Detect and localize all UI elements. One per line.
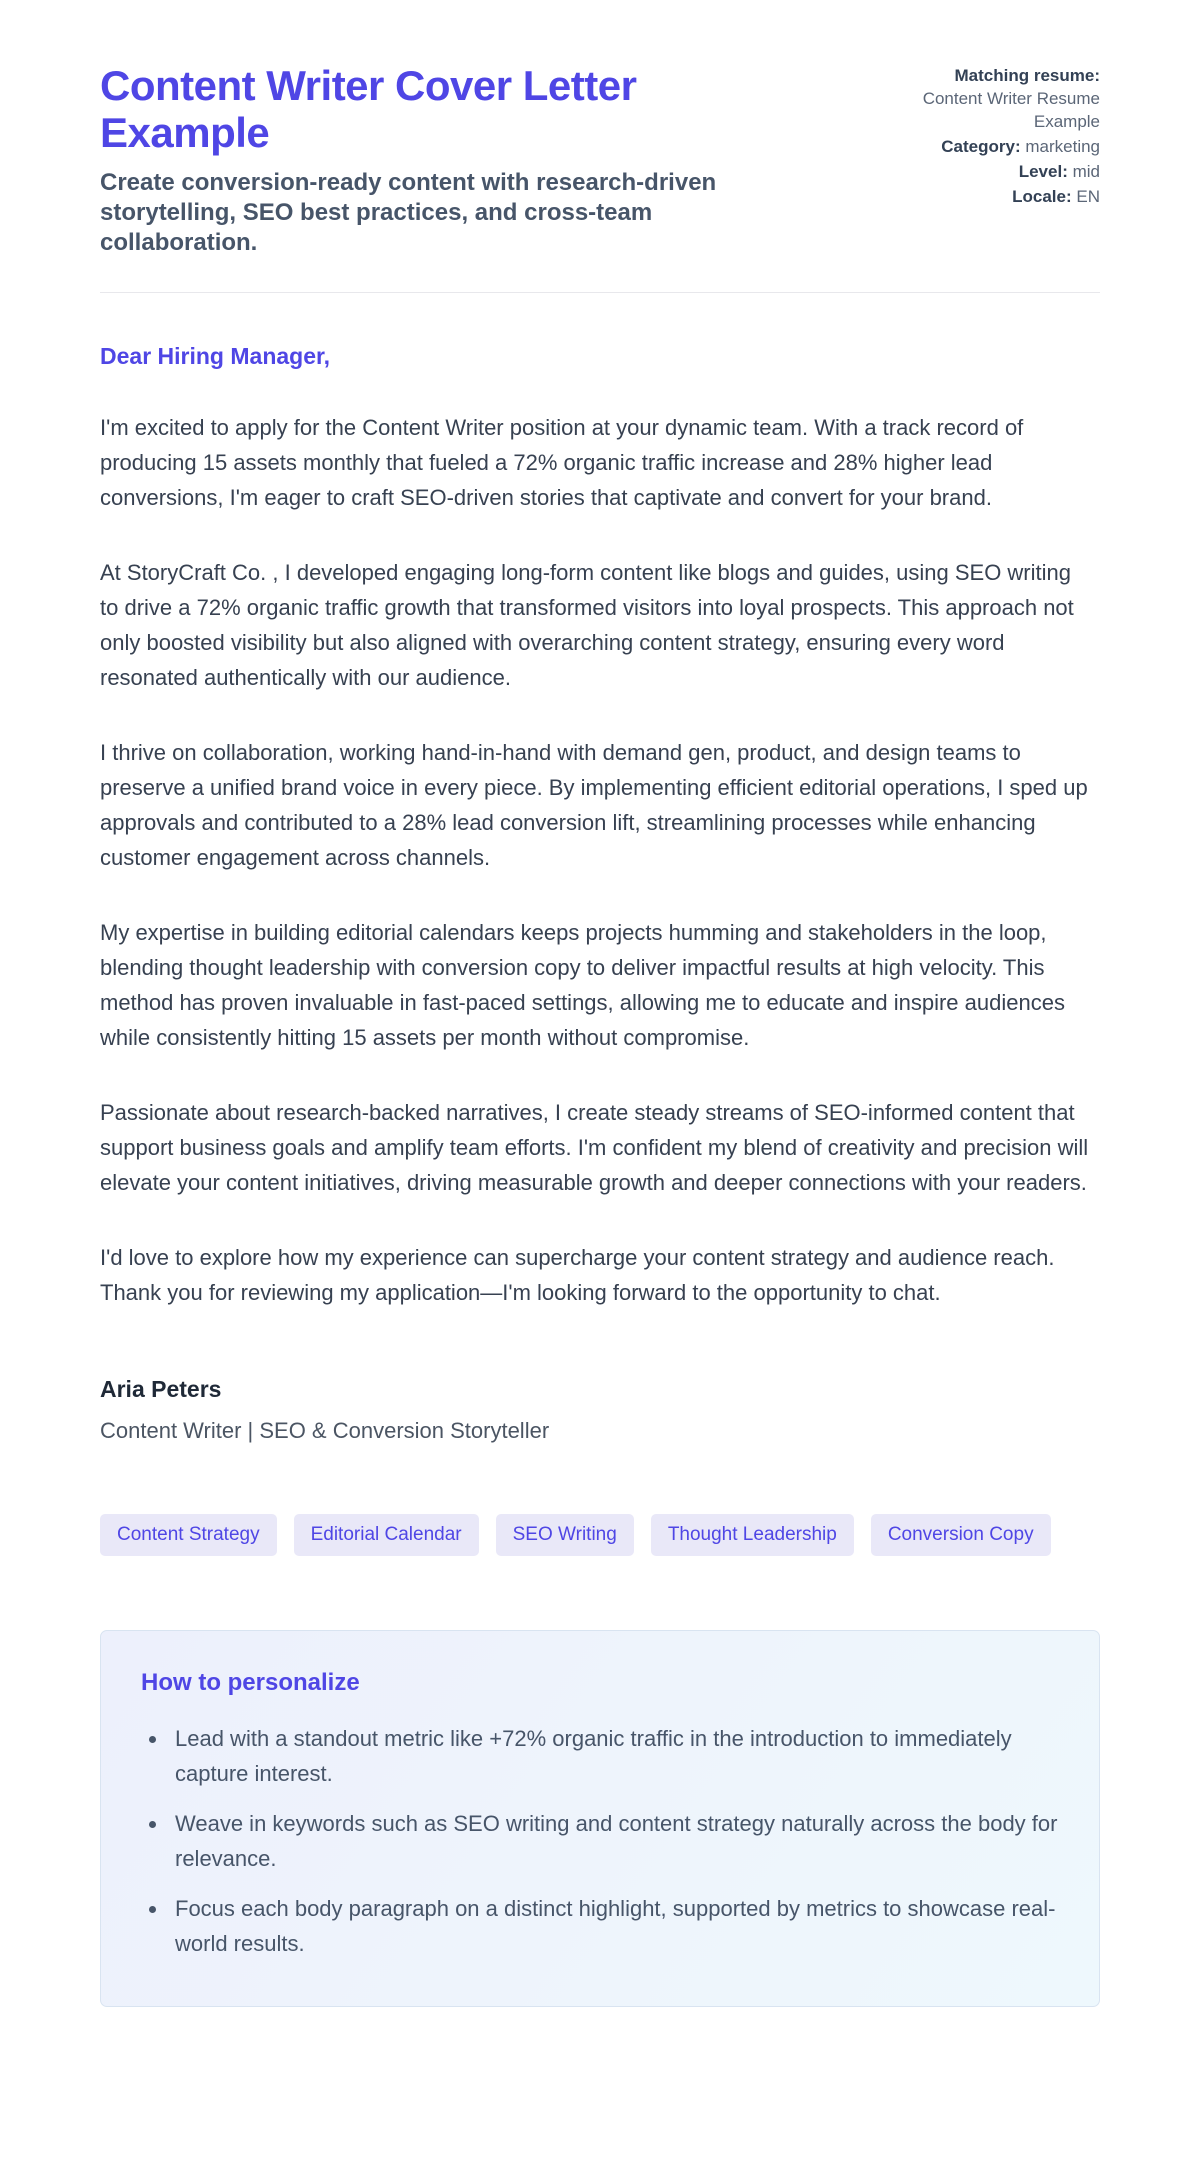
personalize-tip: • Focus each body paragraph on a distinct highlight, supported by metrics to showcase real-world results.: [169, 1891, 1059, 1961]
letter-signature: [100, 1376, 1100, 1444]
letter-paragraph: I'm excited to apply for the Content Writer position at your dynamic team. With a track record of producing 15 assets monthly that fueled a 72% organic traffic increase and 28% higher lead conversions, I'm eager to craft SEO-driven stories that captivate and convert for your brand.: [100, 415, 1024, 510]
skill-tag: SEO Writing: [496, 1514, 634, 1556]
header: [100, 62, 1100, 258]
meta-category-label: Category:: [941, 137, 1021, 156]
signature-name: Aria Peters: [100, 1376, 222, 1402]
meta-matching-resume: [868, 64, 1100, 133]
page-title: Content Writer Cover Letter Example: [100, 62, 637, 156]
letter-paragraph: I'd love to explore how my experience can supercharge your content strategy and audience reach. Thank you for reviewing my application—I'm looking forward to the opportunity to chat.: [100, 1245, 1055, 1305]
personalize-tip: • Lead with a standout metric like +72% organic traffic in the introduction to immediately capture interest.: [169, 1721, 1059, 1791]
letter-paragraph: My expertise in building editorial calendars keeps projects humming and stakeholders in the loop, blending thought leadership with conversion copy to deliver impactful results at high velocity. This method has proven invaluable in fast-paced settings, allowing me to educate and inspire audiences while consistently hitting 15 assets per month without compromise.: [100, 920, 1065, 1050]
personalize-tip: • Weave in keywords such as SEO writing and content strategy naturally across the body for relevance.: [169, 1806, 1059, 1876]
header-title-block: [100, 62, 750, 258]
skill-tag: Thought Leadership: [651, 1514, 854, 1556]
letter-greeting: Dear Hiring Manager,: [100, 343, 331, 369]
cover-letter-body: [100, 343, 1100, 1556]
skill-tag: Conversion Copy: [871, 1514, 1051, 1556]
personalize-tips-list: [141, 1721, 1059, 1961]
skill-tags: [100, 1514, 1100, 1556]
letter-paragraph: Passionate about research-backed narratives, I create steady streams of SEO-informed content that support business goals and amplify team efforts. I'm confident my blend of creativity and precision will elevate your content initiatives, driving measurable growth and deeper connections with your readers.: [100, 1100, 1089, 1195]
skill-tag: Content Strategy: [100, 1514, 277, 1556]
how-to-personalize-box: [100, 1630, 1100, 2007]
meta-level-value: mid: [1072, 162, 1100, 181]
meta-locale-label: Locale:: [1012, 187, 1072, 206]
letter-paragraph: At StoryCraft Co. , I developed engaging long-form content like blogs and guides, using SEO writing to drive a 72% organic traffic growth that transformed visitors into loyal prospects. This approach not only boosted visibility but also aligned with overarching content strategy, ensuring every word resonated authentically with our audience.: [100, 560, 1074, 690]
signature-role: Content Writer | SEO & Conversion Storyteller: [100, 1418, 550, 1443]
skill-tag: Editorial Calendar: [294, 1514, 479, 1556]
letter-paragraph: I thrive on collaboration, working hand-in-hand with demand gen, product, and design teams to preserve a unified brand voice in every piece. By implementing efficient editorial operations, I sped up approvals and contributed to a 28% lead conversion lift, streamlining processes while enhancing customer engagement across channels.: [100, 740, 1088, 870]
meta-level-label: Level:: [1018, 162, 1068, 181]
page-subtitle: Create conversion-ready content with research-driven storytelling, SEO best practices, and cross-team collaboration.: [100, 169, 717, 256]
personalize-title: How to personalize: [141, 1669, 360, 1696]
meta-locale-value: EN: [1076, 187, 1100, 206]
resume-meta-panel: [868, 62, 1100, 210]
meta-matching-resume-label: Matching resume:: [954, 66, 1100, 85]
page-container: [100, 0, 1100, 2007]
meta-matching-resume-value: Content Writer Resume Example: [922, 89, 1100, 131]
meta-locale: [868, 185, 1100, 208]
header-divider: [100, 292, 1100, 293]
meta-category-value: marketing: [1025, 137, 1100, 156]
meta-category: [868, 135, 1100, 158]
meta-level: [868, 160, 1100, 183]
